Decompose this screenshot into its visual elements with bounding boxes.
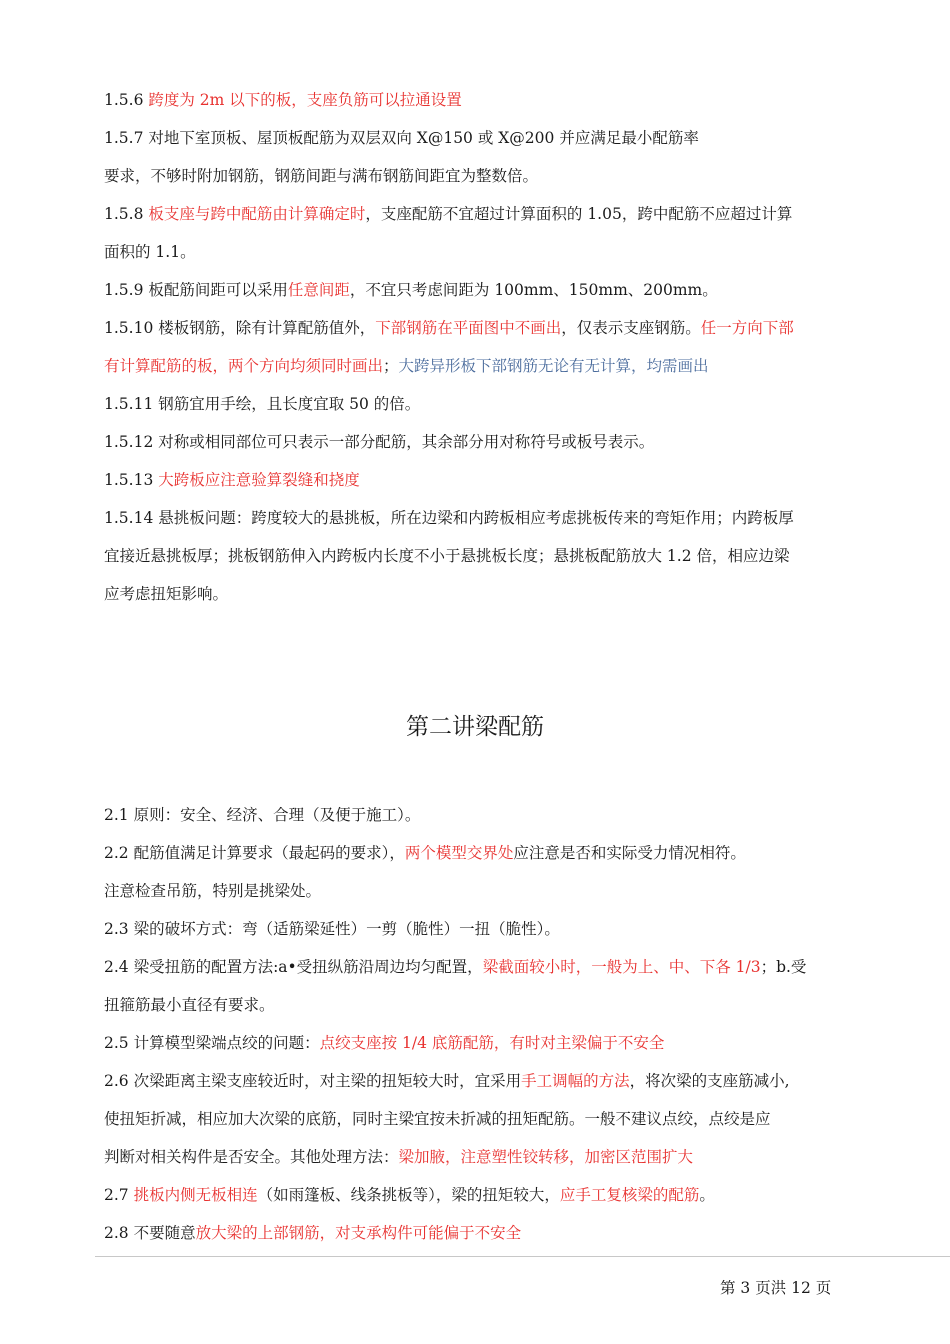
body-text: 2.5 计算模型梁端点绞的问题： — [104, 1034, 320, 1052]
body-text: ，仅表示支座钢筋。 — [561, 319, 701, 337]
paragraph-1-5-12: 1.5.12 对称或相同部位可只表示一部分配筋，其余部分用对称符号或板号表示。 — [104, 433, 655, 451]
page-number: 第 3 页洪 12 页 — [720, 1279, 832, 1297]
footer-divider — [95, 1256, 950, 1257]
body-text: 应注意是否和实际受力情况相符。 — [513, 844, 746, 862]
paragraph-1-5-14-line1: 1.5.14 悬挑板问题：跨度较大的悬挑板，所在边梁和内跨板相应考虑挑板传来的弯矩作用；内跨板厚 — [104, 509, 794, 527]
paragraph-1-5-8-line2: 面积的 1.1。 — [104, 243, 196, 261]
paragraph-1-5-10-line1 — [104, 318, 794, 338]
body-text: ，将次梁的支座筋减小, — [629, 1072, 790, 1090]
body-text: 1.5.9 板配筋间距可以采用 — [104, 281, 288, 299]
paragraph-1-5-14-line3: 应考虑扭矩影响。 — [104, 585, 229, 603]
paragraph-1-5-9 — [104, 280, 718, 300]
paragraph-1-5-11: 1.5.11 钢筋宜用手绘，且长度宜取 50 的倍。 — [104, 395, 421, 413]
paragraph-2-6-line3 — [104, 1147, 693, 1167]
body-text: ，不宜只考虑间距为 100mm、150mm、200mm。 — [349, 281, 718, 299]
paragraph-2-3: 2.3 梁的破坏方式：弯（适筋梁延性）一剪（脆性）一扭（脆性）。 — [104, 920, 560, 938]
clause-number: 1.5.13 — [104, 471, 159, 489]
highlight-text: 梁加腋，注意塑性铰转移，加密区范围扩大 — [398, 1148, 694, 1166]
highlight-text: 两个模型交界处 — [404, 844, 514, 862]
paragraph-1-5-13 — [104, 470, 360, 490]
highlight-text: 挑板内侧无板相连 — [133, 1186, 258, 1204]
highlight-text: 有计算配筋的板，两个方向均须同时画出 — [104, 357, 384, 375]
highlight-text: 点绞支座按 1/4 底筋配筋，有时对主梁偏于不安全 — [319, 1034, 665, 1052]
highlight-text: 跨度为 2m 以下的板，支座负筋可以拉通设置 — [148, 91, 462, 109]
paragraph-1-5-6 — [104, 90, 462, 110]
blue-highlight-text: 大跨异形板下部钢筋无论有无计算，均需画出 — [398, 357, 709, 375]
body-text: 2.2 配筋值满足计算要求（最起码的要求）， — [104, 844, 405, 862]
clause-number: 2.7 — [104, 1186, 134, 1204]
clause-number: 1.5.6 — [104, 91, 149, 109]
paragraph-2-1: 2.1 原则：安全、经济、合理（及便于施工）。 — [104, 806, 421, 824]
body-text: 2.8 不要随意 — [104, 1224, 196, 1242]
body-text: （如雨篷板、线条挑板等），梁的扭矩较大， — [257, 1186, 560, 1204]
highlight-text: 应手工复核梁的配筋 — [559, 1186, 700, 1204]
paragraph-2-2-line2: 注意检查吊筋，特别是挑梁处。 — [104, 882, 322, 900]
highlight-text: 梁截面较小时，一般为上、中、下各 1/3 — [482, 958, 761, 976]
body-text: 。 — [699, 1186, 715, 1204]
highlight-text: 板支座与跨中配筋由计算确定时 — [148, 205, 366, 223]
clause-number: 1.5.8 — [104, 205, 149, 223]
body-text: 1.5.10 楼板钢筋，除有计算配筋值外， — [104, 319, 376, 337]
highlight-text: 手工调幅的方法 — [521, 1072, 630, 1090]
paragraph-1-5-7-line1: 1.5.7 对地下室顶板、屋顶板配筋为双层双向 X@150 或 X@200 并应满足最小配筋率 — [104, 129, 699, 147]
paragraph-2-6-line2: 使扭矩折减，相应加大次梁的底筋，同时主梁宜按未折减的扭矩配筋。一般不建议点绞，点绞是应 — [104, 1110, 771, 1128]
paragraph-2-4-line1 — [104, 957, 806, 977]
body-text: 2.4 梁受扭筋的配置方法:a•受扭纵筋沿周边均匀配置， — [104, 958, 483, 976]
paragraph-2-4-line2: 扭箍筋最小直径有要求。 — [104, 996, 275, 1014]
body-text: 判断对相关构件是否安全。其他处理方法： — [104, 1148, 399, 1166]
paragraph-2-6-line1 — [104, 1071, 790, 1091]
highlight-text: 放大梁的上部钢筋，对支承构件可能偏于不安全 — [195, 1224, 522, 1242]
paragraph-2-2-line1 — [104, 843, 746, 863]
paragraph-2-8 — [104, 1223, 521, 1243]
paragraph-1-5-8-line1 — [104, 204, 792, 224]
paragraph-1-5-10-line2 — [104, 356, 709, 376]
body-text: ； — [383, 357, 399, 375]
highlight-text: 大跨板应注意验算裂缝和挠度 — [158, 471, 360, 489]
body-text: 2.6 次梁距离主梁支座较近时，对主梁的扭矩较大时，宜采用 — [104, 1072, 522, 1090]
body-text: ，支座配筋不宜超过计算面积的 1.05，跨中配筋不应超过计算 — [365, 205, 793, 223]
paragraph-2-5 — [104, 1033, 664, 1053]
highlight-text: 任意间距 — [287, 281, 350, 299]
paragraph-1-5-14-line2: 宜接近悬挑板厚；挑板钢筋伸入内跨板内长度不小于悬挑板长度；悬挑板配筋放大 1.2 倍，相应边梁 — [104, 547, 790, 565]
body-text: ；b.受 — [760, 958, 807, 976]
paragraph-2-7 — [104, 1185, 715, 1205]
paragraph-1-5-7-line2: 要求，不够时附加钢筋，钢筋间距与满布钢筋间距宜为整数倍。 — [104, 167, 539, 185]
lecture-title: 第二讲梁配筋 — [406, 714, 544, 740]
highlight-text: 任一方向下部 — [700, 319, 794, 337]
highlight-text: 下部钢筋在平面图中不画出 — [375, 319, 562, 337]
